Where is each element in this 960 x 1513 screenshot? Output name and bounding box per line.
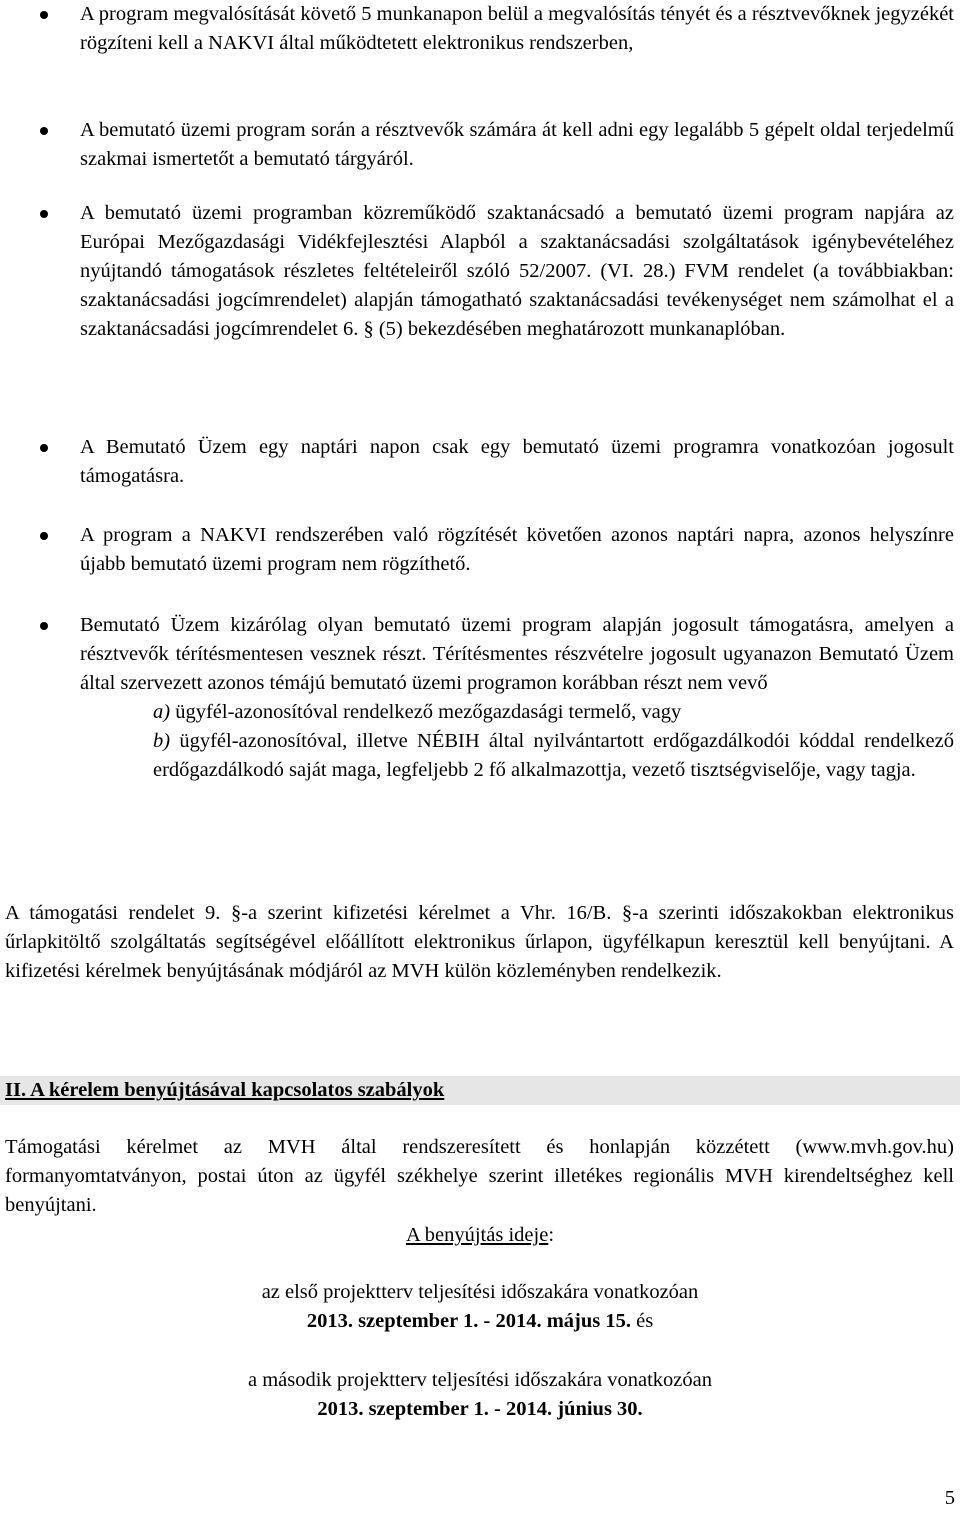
sub-item-a [153,698,954,727]
period2-label: a második projektterv teljesítési időszakára vonatkozóan [248,1369,712,1391]
period2-dates: 2013. szeptember 1. - 2014. június 30. [317,1398,643,1420]
bullet-item [0,433,960,491]
bullet-text: A program megvalósítását követő 5 munkanapon belül a megvalósítás tényét és a résztvevőknek jegyzékét rögzíteni kell a NAKVI által működtetett elektronikus rendszerben, [80,3,954,54]
bullet-item [0,611,960,785]
submission-time-colon: : [548,1224,555,1246]
section-heading-text: II. A kérelem benyújtásával kapcsolatos szabályok [5,1079,445,1101]
payment-paragraph: A támogatási rendelet 9. §-a szerint kifizetési kérelmet a Vhr. 16/B. §-a szerinti időszakokban elektronikus űrlapkitöltő szolgáltatás segítségével előállított elektronikus űrlapon, ügyfélkapun keresztül kell benyújtani. A kifizetési kérelmek benyújtásának módjáról az MVH külön közleményben rendelkezik. [5,902,954,982]
sub-item-label: b) [153,730,171,752]
sub-item-b [153,727,954,785]
bullet-dot-icon [40,532,48,540]
bullet-dot-icon [40,622,48,630]
page-number: 5 [944,1487,955,1509]
sub-item-text: ügyfél-azonosítóval rendelkező mezőgazdasági termelő, vagy [175,701,682,723]
submission-time-label: A benyújtás ideje [405,1224,549,1246]
bullet-dot-icon [40,444,48,452]
bullet-dot-icon [40,127,48,135]
submission-time-heading [0,1221,960,1250]
submission-paragraph: Támogatási kérelmet az MVH által rendszeresített és honlapján közzétett (www.mvh.gov.hu) formanyomtatványon, postai úton az ügyfél székhelye szerint illetékes regionális MVH kirendeltséghez kell benyújtani. [5,1136,954,1216]
bullet-item [0,199,960,344]
bullet-text: A program a NAKVI rendszerében való rögzítését követően azonos naptári napra, azonos helyszínre újabb bemutató üzemi program nem rögzíthető. [80,524,954,575]
period1-suffix: és [630,1310,654,1332]
bullet-dot-icon [40,210,48,218]
bullet-dot-icon [40,11,48,19]
bullet-text: A bemutató üzemi program során a résztvevők számára át kell adni egy legalább 5 gépelt oldal terjedelmű szakmai ismertetőt a bemutató tárgyáról. [80,119,954,170]
bullet-text: Bemutató Üzem kizárólag olyan bemutató üzemi program alapján jogosult támogatásra, amelyen a résztvevők térítésmentesen vesznek részt. Térítésmentes részvételre jogosult ugyanazon Bemutató Üzem által szervezett azonos témájú bemutató üzemi programon korábban részt nem vevő [80,614,954,694]
sub-item-text: ügyfél-azonosítóval, illetve NÉBIH által nyilvántartott erdőgazdálkodói kóddal rendelkező erdőgazdálkodó saját maga, legfeljebb 2 fő alkalmazottja, vezető tisztségviselője, vagy tagja. [153,730,955,781]
section-heading [0,1076,960,1105]
bullet-text: A bemutató üzemi programban közreműködő szaktanácsadó a bemutató üzemi program napjára az Európai Mezőgazdasági Vidékfejlesztési Alapból a szaktanácsadási szolgáltatások igénybevételéhez nyújtandó támogatások részletes feltételeiről szóló 52/2007. (VI. 28.) FVM rendelet (a továbbiakban: szaktanácsadási jogcímrendelet) alapján támogatható szaktanácsadási tevékenységet nem számolhat el a szaktanácsadási jogcímrendelet 6. § (5) bekezdésében meghatározott munkanaplóban. [80,202,954,340]
bullet-item [0,0,960,58]
period1-label: az első projektterv teljesítési időszakára vonatkozóan [261,1281,699,1303]
bullet-text: A Bemutató Üzem egy naptári napon csak egy bemutató üzemi programra vonatkozóan jogosult támogatásra. [80,436,954,487]
bullet-item [0,521,960,579]
period1-line [0,1307,960,1336]
bullet-item [0,116,960,174]
sub-item-label: a) [153,701,171,723]
period1-dates: 2013. szeptember 1. - 2014. május 15. [306,1310,631,1332]
